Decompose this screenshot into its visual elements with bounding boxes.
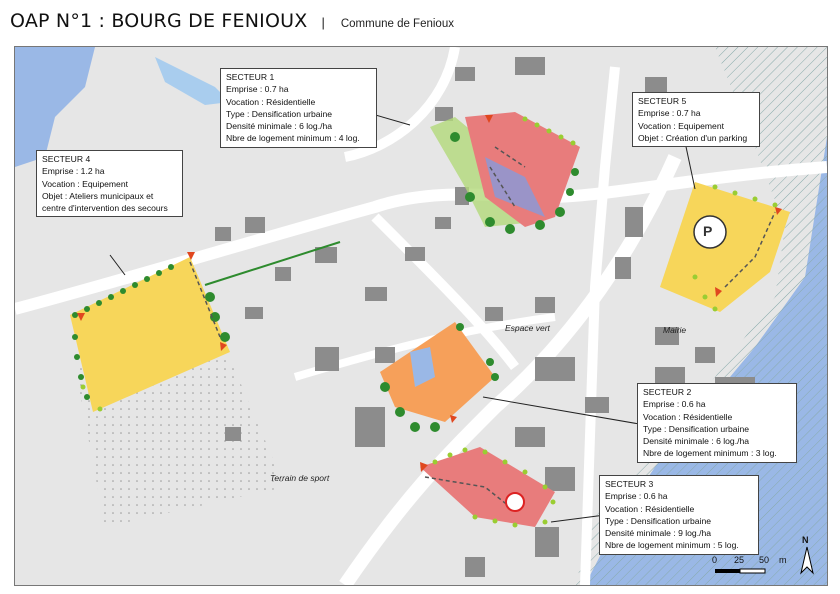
sector2-line: Densité minimale : 6 log./ha — [643, 436, 750, 447]
map-canvas[interactable] — [14, 46, 828, 586]
scale-bar — [715, 569, 765, 573]
sector1-line: Emprise : 0.7 ha — [226, 84, 289, 95]
sector4-line: Objet : Ateliers municipaux et — [42, 190, 154, 201]
sector3-line: Emprise : 0.6 ha — [605, 491, 668, 502]
sector2-area — [380, 322, 495, 422]
pond-north — [155, 57, 230, 105]
sector1-line: Vocation : Résidentielle — [226, 96, 316, 107]
parking-label: P — [703, 223, 713, 239]
map-title: OAP N°1 : BOURG DE FENIOUX — [10, 10, 308, 32]
sector3-line: Type : Densification urbaine — [605, 515, 712, 526]
sector5-line: Objet : Création d'un parking — [638, 132, 748, 143]
sector1-line: Nbre de logement minimum : 4 log. — [226, 133, 360, 144]
sector5-title: SECTEUR 5 — [638, 96, 687, 106]
sector4-title: SECTEUR 4 — [42, 154, 91, 164]
sector3-line: Nbre de logement minimum : 5 log. — [605, 540, 739, 551]
sector4-line: Emprise : 1.2 ha — [42, 166, 105, 177]
sector2-line: Nbre de logement minimum : 3 log. — [643, 448, 777, 459]
scale-tick-0: 0 — [712, 555, 718, 565]
sector2-title: SECTEUR 2 — [643, 387, 692, 397]
scale-tick-25: 25 — [734, 555, 745, 565]
sector4-line: centre d'intervention des secours — [42, 203, 168, 214]
scale-tick-50: 50 — [759, 555, 770, 565]
sector3-box — [599, 475, 759, 555]
sector1-line: Type : Densification urbaine — [226, 108, 333, 119]
label-terrain-sport: Terrain de sport — [270, 473, 330, 483]
sector2-box — [637, 383, 797, 463]
scale-unit: m — [779, 555, 787, 565]
map-subtitle: Commune de Fenioux — [340, 18, 454, 30]
sector5-area — [660, 182, 790, 312]
label-mairie: Mairie — [663, 325, 687, 335]
sector1-line: Densité minimale : 6 log./ha — [226, 121, 333, 132]
map-header — [10, 10, 454, 36]
sector5-line: Vocation : Equipement — [638, 120, 724, 131]
sector2-line: Type : Densification urbaine — [643, 423, 750, 434]
sector3-icon — [506, 493, 524, 511]
sector2-line: Vocation : Résidentielle — [643, 411, 733, 422]
sector4-line: Vocation : Equipement — [42, 178, 128, 189]
title-separator: | — [321, 15, 325, 30]
sector4-box — [36, 150, 183, 217]
sector5-line: Emprise : 0.7 ha — [638, 108, 701, 119]
north-label: N — [802, 535, 809, 545]
sector3-line: Densité minimale : 9 log./ha — [605, 528, 712, 539]
sector1-title: SECTEUR 1 — [226, 72, 275, 82]
sector5-box — [632, 92, 760, 147]
river-west — [15, 47, 95, 167]
sector3-line: Vocation : Résidentielle — [605, 503, 695, 514]
label-espace-vert: Espace vert — [505, 323, 550, 333]
sector3-title: SECTEUR 3 — [605, 479, 654, 489]
sector1-box — [220, 68, 377, 148]
sector2-line: Emprise : 0.6 ha — [643, 399, 706, 410]
